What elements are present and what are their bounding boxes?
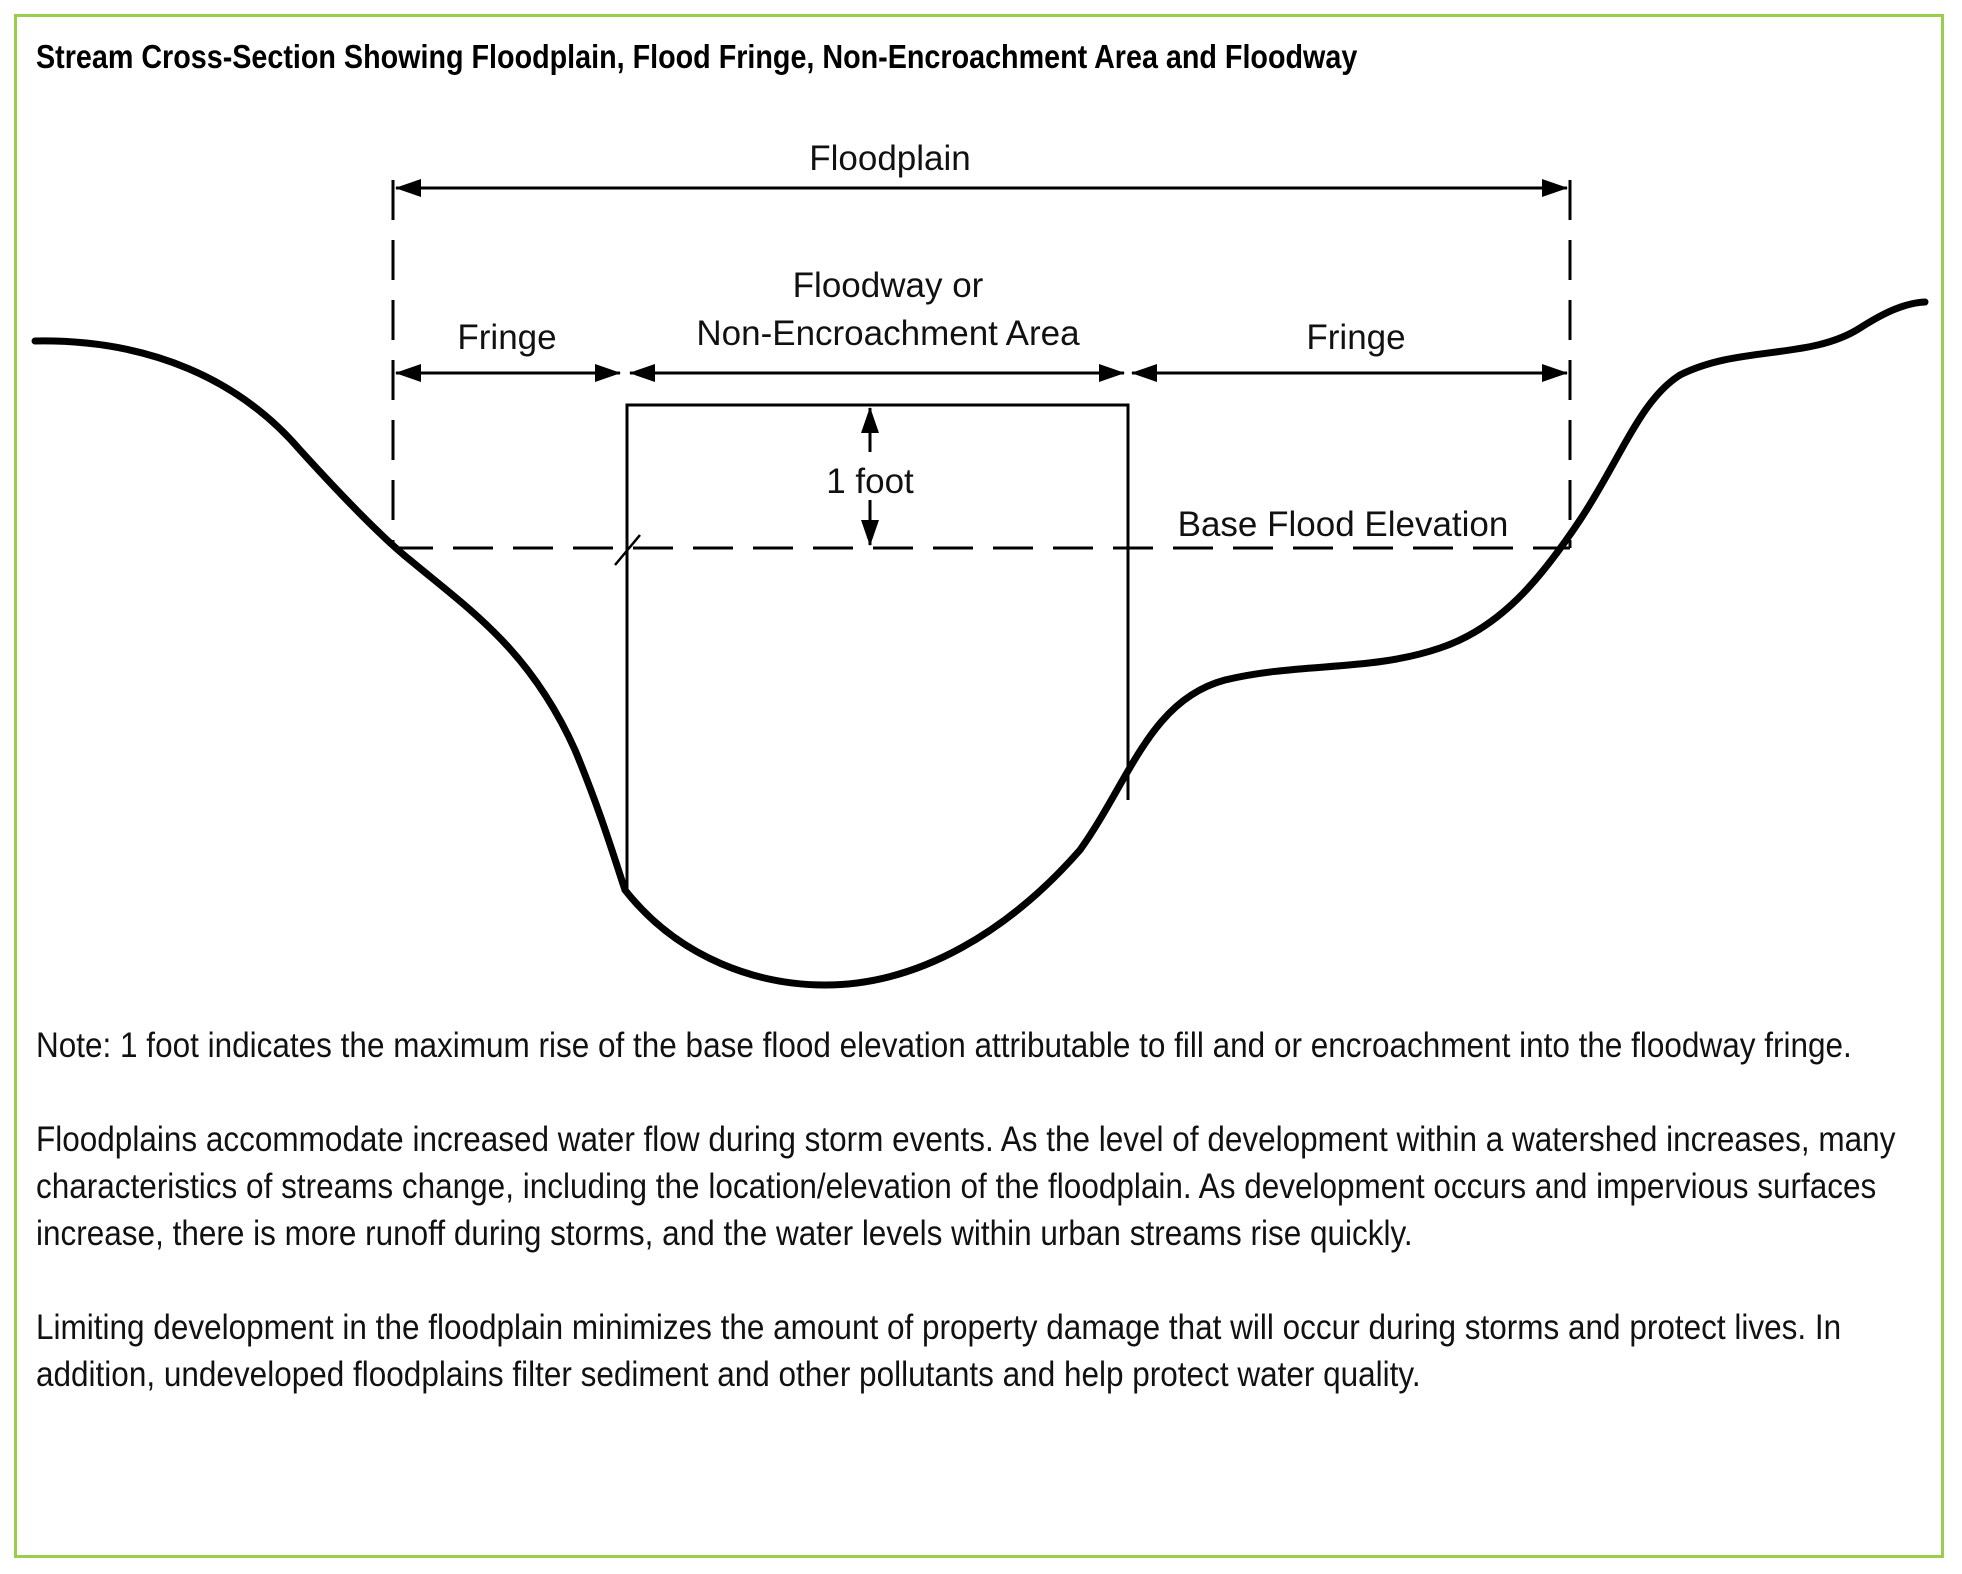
fringe-left-label: Fringe: [457, 318, 557, 357]
base-flood-elevation-label: Base Flood Elevation: [1177, 505, 1509, 544]
note-paragraph: Note: 1 foot indicates the maximum rise of the base flood elevation attributable to fill and or encroachment into the floodway fringe.: [36, 1026, 1852, 1065]
explanatory-text: [36, 1022, 1926, 1445]
fringe-right-label: Fringe: [1306, 318, 1406, 357]
floodplain-description-paragraph: Floodplains accommodate increased water flow during storm events. As the level of development within a watershed increases, many characteristics of streams change, including the location/elevation of the floodplain. As development occurs and impervious surfaces increase, there is more runoff during storms, and the water levels within urban streams rise quickly.: [36, 1120, 1896, 1253]
floodway-label-line1: Floodway or: [792, 266, 984, 305]
floodway-label-line2: Non-Encroachment Area: [696, 314, 1080, 353]
figure-title: Stream Cross-Section Showing Floodplain, Flood Fringe, Non-Encroachment Area and Floodway: [36, 38, 1358, 75]
one-foot-label: 1 foot: [826, 462, 914, 501]
development-limits-paragraph: Limiting development in the floodplain minimizes the amount of property damage that will occur during storms and protect lives. In addition, undeveloped floodplains filter sediment and other pollutants and help protect water quality.: [36, 1308, 1842, 1394]
floodplain-label: Floodplain: [809, 139, 971, 178]
